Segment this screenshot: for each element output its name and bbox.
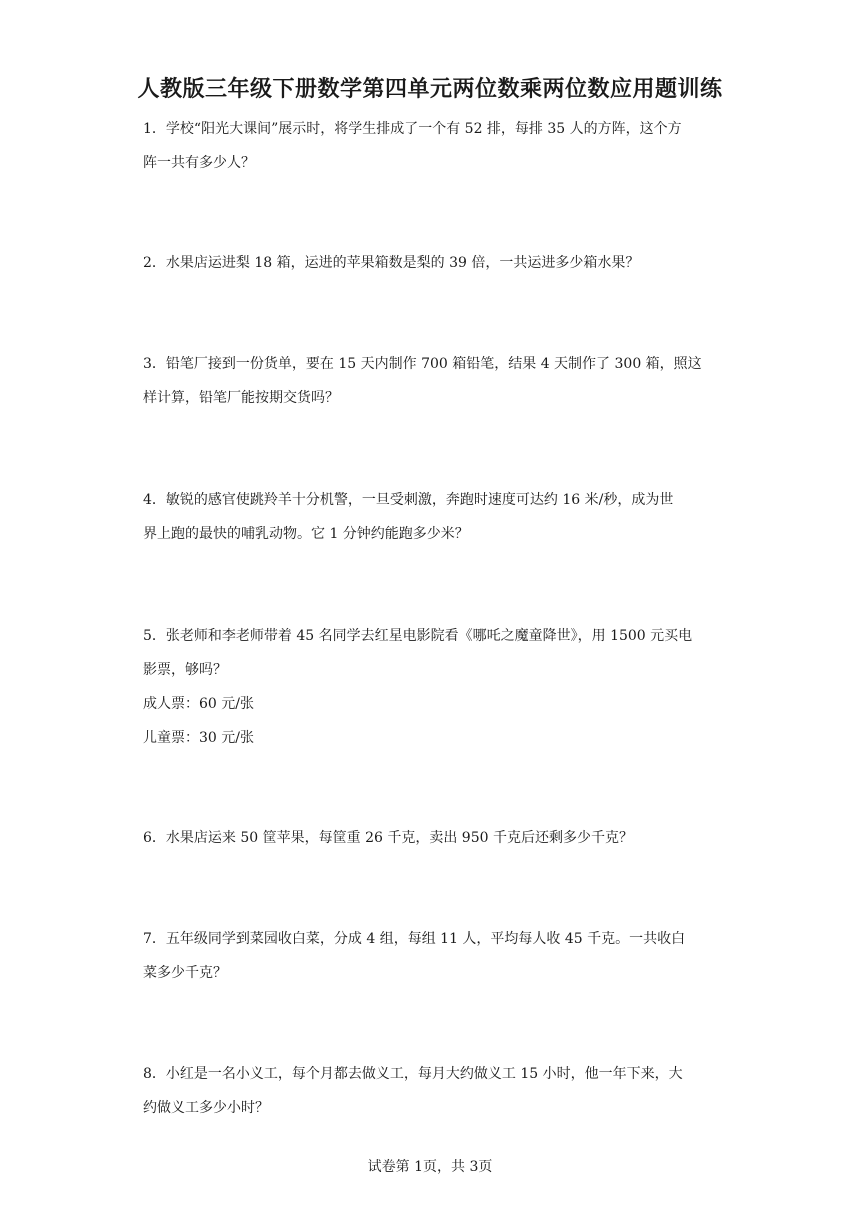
question-5 (143, 619, 723, 755)
question-2 (143, 246, 723, 280)
question-line: 样计算，铅笔厂能按期交货吗？ (143, 390, 339, 406)
question-line: 阵一共有多少人？ (143, 155, 255, 171)
question-line: 7．五年级同学到菜园收白菜，分成 4 组，每组 11 人，平均每人收 45 千克。一共收白 (143, 931, 686, 947)
question-line: 4．敏锐的感官使跳羚羊十分机警，一旦受刺激，奔跑时速度可达约 16 米/秒，成为世 (143, 492, 674, 508)
question-line: 8．小红是一名小义工，每个月都去做义工，每月大约做义工 15 小时，他一年下来，大 (143, 1066, 683, 1082)
question-4 (143, 483, 723, 551)
adult-ticket-price: 成人票：60 元/张 (143, 696, 254, 712)
question-line: 1．学校“阳光大课间”展示时，将学生排成了一个有 52 排，每排 35 人的方阵，这个方 (143, 121, 682, 137)
question-7 (143, 922, 723, 990)
question-line: 6．水果店运来 50 筐苹果，每筐重 26 千克，卖出 950 千克后还剩多少千克？ (143, 830, 633, 846)
child-ticket-price: 儿童票：30 元/张 (143, 730, 254, 746)
question-6 (143, 821, 723, 855)
question-line: 界上跑的最快的哺乳动物。它 1 分钟约能跑多少米？ (143, 526, 469, 542)
question-3 (143, 347, 723, 415)
question-1 (143, 112, 723, 180)
question-line: 菜多少千克？ (143, 965, 227, 981)
question-line: 2．水果店运进梨 18 箱，运进的苹果箱数是梨的 39 倍，一共运进多少箱水果？ (143, 255, 640, 271)
question-line: 影票，够吗？ (143, 662, 227, 678)
question-line: 约做义工多少小时？ (143, 1100, 269, 1116)
question-8 (143, 1057, 723, 1125)
question-line: 3．铅笔厂接到一份货单，要在 15 天内制作 700 箱铅笔，结果 4 天制作了 300 箱，照这 (143, 356, 702, 372)
question-line: 5．张老师和李老师带着 45 名同学去红星电影院看《哪吒之魔童降世》，用 1500 元买电 (143, 628, 693, 644)
page-title: 人教版三年级下册数学第四单元两位数乘两位数应用题训练 (137, 77, 723, 102)
page-footer: 试卷第 1页，共 3页 (367, 1159, 493, 1175)
